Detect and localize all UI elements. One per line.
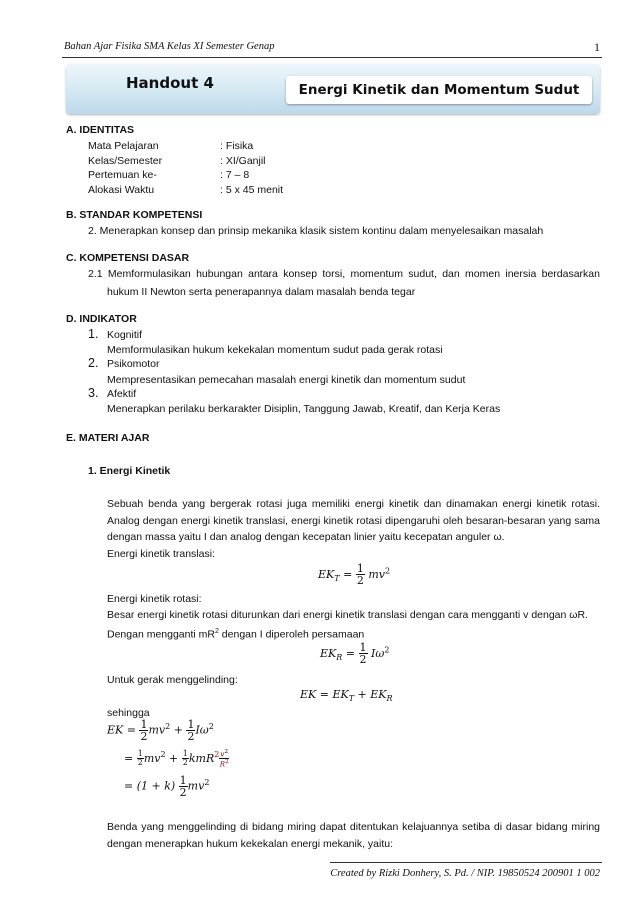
ek-rotasi-substitution: Dengan mengganti $mR^2$ dengan I diperoleh persamaan bbox=[107, 628, 365, 641]
footer-credit: Created by Rizki Donhery, S. Pd. / NIP. 19850524 200901 1 002 bbox=[330, 868, 600, 879]
materi-paragraph-1: Sebuah benda yang bergerak rotasi juga memiliki energi kinetik dan dinamakan energi kinetik rotasi. Analog dengan energi kinetik translasi, energi kinetik rotasi dipengaruhi oleh besaran-besaran yang sama dengan massa yaitu I dan analog dengan kecepatan linier yaitu kecepatan anguler ω. bbox=[107, 498, 600, 543]
kd-line2: hukum II Newton serta penerapannya dalam masalah benda tegar bbox=[107, 286, 416, 298]
handout-topic: Energi Kinetik dan Momentum Sudut bbox=[286, 76, 592, 104]
indikator-text: Menerapkan perilaku berkarakter Disiplin, Tanggung Jawab, Kreatif, dan Kerja Keras bbox=[107, 403, 501, 415]
substitution-text: Dengan mengganti mR bbox=[107, 628, 215, 641]
identitas-labels bbox=[88, 139, 162, 197]
identitas-value: : XI/Ganjil bbox=[220, 154, 266, 167]
equation-ek-translasi: $EK_T$ = $\frac{1}{2}$ $mv^2$ bbox=[318, 562, 391, 587]
ek-rotasi-desc: Besar energi kinetik rotasi diturunkan dari energi kinetik translasi dengan cara mengganti v dengan ωR. bbox=[107, 609, 588, 621]
identitas-values bbox=[220, 139, 283, 197]
identitas-label: Pertemuan ke- bbox=[88, 169, 157, 181]
equation-derivation-2: = $\frac{1}{2}$ $mv^2$ + $\frac{1}{2}$ kmR$^2$ $\frac{v^2}{R^2}$ bbox=[124, 749, 229, 769]
identitas-label: Mata Pelajaran bbox=[88, 140, 159, 152]
handout-number: Handout 4 bbox=[126, 74, 214, 92]
equation-derivation-3: = (1 + k) $\frac{1}{2}$ $mv^2$ bbox=[124, 774, 210, 799]
sk-text: 2. Menerapkan konsep dan prinsip mekanika klasik sistem kontinu dalam menyelesaikan masalah bbox=[88, 225, 544, 237]
equation-ek-rotasi: $EK_R$ = $\frac{1}{2}$ $I\omega^2$ bbox=[320, 641, 390, 666]
header-title: Bahan Ajar Fisika SMA Kelas XI Semester Genap bbox=[64, 41, 275, 52]
sehingga-label: sehingga bbox=[107, 707, 150, 719]
section-materi-heading: E. MATERI AJAR bbox=[66, 432, 150, 444]
identitas-value: : 5 x 45 menit bbox=[220, 183, 284, 196]
ek-translasi-label: Energi kinetik translasi: bbox=[107, 548, 215, 560]
section-kd-heading: C. KOMPETENSI DASAR bbox=[66, 252, 190, 264]
indikator-title: Psikomotor bbox=[107, 358, 160, 370]
identitas-value: : Fisika bbox=[220, 140, 254, 152]
substitution-tail: dengan I diperoleh persamaan bbox=[218, 628, 365, 641]
ek-rotasi-label: Energi kinetik rotasi: bbox=[107, 593, 202, 605]
handout-banner bbox=[66, 64, 600, 114]
identitas-value: : 7 – 8 bbox=[220, 169, 250, 181]
identitas-label: Alokasi Waktu bbox=[88, 183, 155, 196]
kd-line1: 2.1 Memformulasikan hubungan antara konsep torsi, momentum sudut, dan momen inersia berdasarkan bbox=[88, 268, 600, 280]
gerak-menggelinding-label: Untuk gerak menggelinding: bbox=[107, 674, 238, 686]
footer-rule bbox=[330, 862, 602, 863]
equation-derivation-1: EK = $\frac{1}{2}$ $mv^2$ + $\frac{1}{2}$ $I\omega^2$ bbox=[107, 718, 214, 743]
indikator-number: 1. bbox=[88, 327, 99, 341]
section-indikator-heading: D. INDIKATOR bbox=[66, 313, 137, 325]
header-rule bbox=[62, 57, 602, 58]
materi-paragraph-2: Benda yang menggelinding di bidang miring dapat ditentukan kelajuannya setiba di dasar bidang miring dengan menerapkan hukum kekekalan energi mekanik, yaitu: bbox=[107, 821, 600, 850]
indikator-title: Kognitif bbox=[107, 329, 143, 341]
indikator-number: 2. bbox=[88, 356, 99, 370]
section-identitas-heading: A. IDENTITAS bbox=[66, 124, 135, 136]
indikator-text: Mempresentasikan pemecahan masalah energi kinetik dan momentum sudut bbox=[107, 374, 466, 386]
equation-ek-total: EK = $EK_T + EK_R$ bbox=[300, 688, 393, 704]
subsection-energi-kinetik: 1. Energi Kinetik bbox=[88, 465, 171, 477]
indikator-text: Memformulasikan hukum kekekalan momentum sudut pada gerak rotasi bbox=[107, 344, 443, 356]
indikator-title: Afektif bbox=[107, 388, 137, 400]
identitas-label: Kelas/Semester bbox=[88, 154, 163, 167]
section-sk-heading: B. STANDAR KOMPETENSI bbox=[66, 209, 203, 221]
page-number: 1 bbox=[594, 40, 600, 54]
indikator-number: 3. bbox=[88, 386, 99, 400]
